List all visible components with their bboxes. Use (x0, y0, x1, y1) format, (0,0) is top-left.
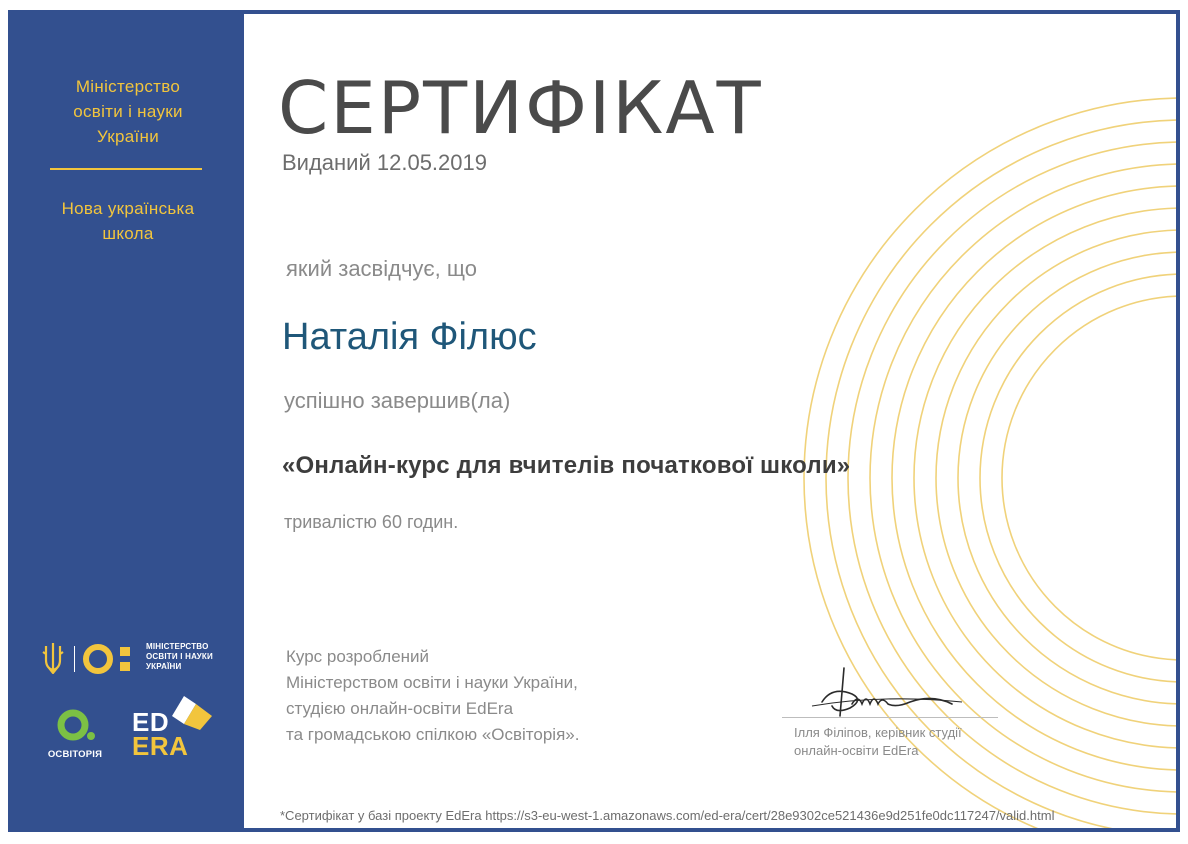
program-line: Нова українська (61, 199, 195, 218)
osvitoria-logo (46, 708, 104, 760)
developed-by-line: студією онлайн-освіти EdEra (286, 699, 514, 718)
completed-text: успішно завершив(ла) (284, 388, 511, 413)
mon-logo-line: УКРАЇНИ (146, 662, 182, 671)
signer-line: Ілля Філіпов, керівник студії (794, 725, 962, 740)
signer-caption (794, 724, 962, 760)
edera-logo (132, 696, 212, 760)
edera-logo-icon (172, 696, 212, 736)
osvitoria-logo-icon (53, 708, 97, 742)
ministry-name (12, 74, 244, 149)
sidebar-divider (50, 168, 202, 170)
course-title: «Онлайн-курс для вчителів початкової школи» (282, 452, 851, 479)
certifies-text: який засвідчує, що (286, 256, 477, 281)
program-name (12, 196, 244, 246)
verification-link[interactable]: *Сертифікат у базі проекту EdEra https://s3-eu-west-1.amazonaws.com/ed-era/cert/28e9302ce521436e9d251fe0dc117247/valid.html (280, 808, 1055, 823)
developed-by (286, 644, 579, 748)
mon-logo-line: ОСВІТИ І НАУКИ (146, 652, 213, 661)
developed-by-line: та громадською спілкою «Освіторія». (286, 725, 580, 744)
signature-icon (792, 664, 972, 724)
course-duration: тривалістю 60 годин. (284, 512, 459, 532)
ministry-line: Міністерство (75, 77, 181, 96)
signer-line: онлайн-освіти EdEra (794, 743, 919, 758)
ministry-line: України (96, 127, 160, 146)
developed-by-line: Курс розроблений (286, 647, 430, 666)
mon-logo-line: МІНІСТЕРСТВО (146, 642, 209, 651)
sidebar (12, 14, 244, 828)
developed-by-line: Міністерством освіти і науки України, (286, 673, 578, 692)
signature-line (782, 717, 998, 718)
osvitoria-label: ОСВІТОРІЯ (47, 749, 103, 760)
issue-date: Виданий 12.05.2019 (282, 150, 487, 175)
edera-logo-bottom: ERA (132, 731, 189, 761)
certificate-title: СЕРТИФІКАТ (278, 66, 763, 150)
ministry-line: освіти і науки (73, 102, 183, 121)
recipient-name: Наталія Філюс (282, 316, 537, 358)
logo-separator (74, 646, 75, 672)
trident-icon (42, 642, 64, 674)
edera-logo-top: ED (132, 707, 170, 737)
certificate-frame (8, 10, 1180, 832)
mon-circle-icon (82, 642, 142, 676)
mon-logo-text (146, 642, 256, 672)
program-line: школа (102, 224, 154, 243)
